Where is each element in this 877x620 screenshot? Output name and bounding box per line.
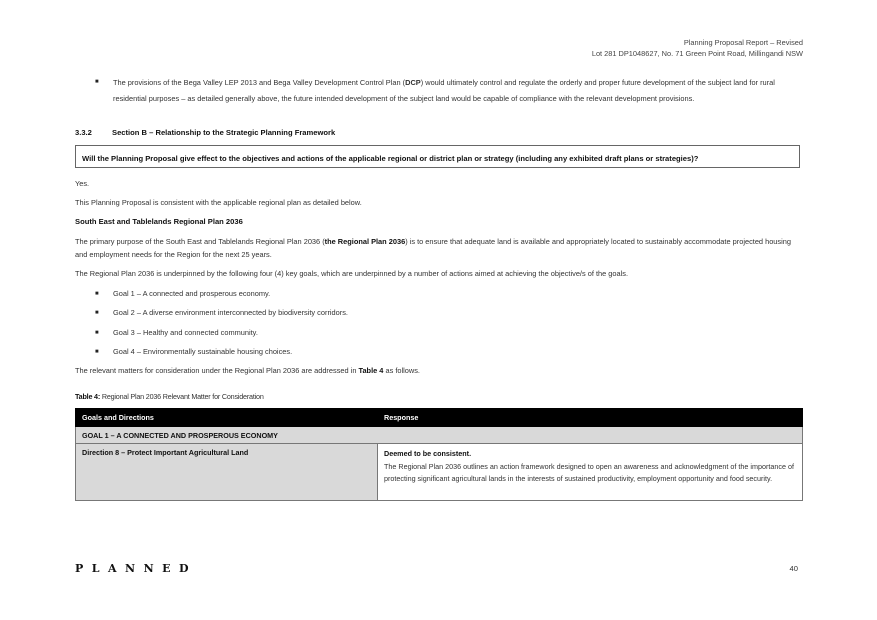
square-bullet-icon: ■ bbox=[95, 310, 99, 317]
provisions-bullet-list bbox=[75, 75, 800, 106]
answer-text: Yes. bbox=[75, 179, 90, 188]
header-title: Planning Proposal Report – Revised bbox=[683, 38, 803, 47]
table-reference-paragraph bbox=[75, 366, 420, 375]
purpose-paragraph bbox=[75, 236, 800, 261]
section-title: Section B – Relationship to the Strategic Planning Framework bbox=[112, 128, 336, 137]
table-caption bbox=[75, 392, 264, 401]
bullet-text-pre: The provisions of the Bega Valley LEP 2013 and Bega Valley Development Control Plan ( bbox=[113, 78, 406, 87]
table-caption-text: Regional Plan 2036 Relevant Matter for Consideration bbox=[100, 392, 264, 401]
list-item bbox=[75, 75, 800, 106]
purpose-bold: the Regional Plan 2036 bbox=[324, 237, 406, 246]
list-item bbox=[75, 327, 775, 346]
goal-cell: GOAL 1 – A CONNECTED AND PROSPEROUS ECONOMY bbox=[76, 427, 803, 444]
section-heading bbox=[75, 128, 335, 137]
square-bullet-icon: ■ bbox=[95, 329, 99, 336]
relevant-bold: Table 4 bbox=[358, 366, 384, 375]
plan-heading: South East and Tablelands Regional Plan 2036 bbox=[75, 217, 243, 226]
page-header bbox=[592, 38, 803, 59]
goal-text: Goal 1 – A connected and prosperous economy. bbox=[113, 289, 271, 298]
direction-cell: Direction 8 – Protect Important Agricultural Land bbox=[76, 444, 378, 501]
planned-logo: PLANNED bbox=[75, 562, 198, 575]
goals-list bbox=[75, 288, 775, 365]
table-row bbox=[76, 427, 803, 444]
response-text: The Regional Plan 2036 outlines an action framework designed to open an awareness and acknowledgment of the importance of protecting significant agricultural lands in the interests of sustained productivity, employment opportunity and food security. bbox=[384, 462, 794, 484]
goals-intro-paragraph: The Regional Plan 2036 is underpinned by the following four (4) key goals, which are underpinned by a number of actions aimed at achieving the objective/s of the goals. bbox=[75, 269, 628, 278]
goal-text: Goal 2 – A diverse environment interconnected by biodiversity corridors. bbox=[113, 308, 348, 318]
section-number: 3.3.2 bbox=[75, 128, 92, 137]
relevant-post: as follows. bbox=[383, 366, 420, 375]
response-cell bbox=[378, 444, 803, 501]
purpose-pre: The primary purpose of the South East and Tablelands Regional Plan 2036 ( bbox=[75, 237, 325, 246]
column-header: Response bbox=[378, 409, 803, 427]
bullet-text-post: ) would ultimately control and regulate the orderly and proper future development of the subject land for rural residential purposes – as detailed generally above, the future intended development of the subject land would be capable of compliance with the relevant development provisions. bbox=[113, 78, 775, 103]
consistency-paragraph: This Planning Proposal is consistent with the applicable regional plan as detailed below. bbox=[75, 198, 362, 207]
page-number: 40 bbox=[789, 564, 798, 573]
goal-text: Goal 3 – Healthy and connected community. bbox=[113, 327, 258, 337]
square-bullet-icon: ■ bbox=[95, 79, 99, 85]
bullet-text-bold: DCP bbox=[405, 78, 421, 87]
relevant-pre: The relevant matters for consideration under the Regional Plan 2036 are addressed in bbox=[75, 366, 359, 375]
purpose-post: ) is to ensure that adequate land is available and appropriately located to sustainably accommodate projected housing and employment needs for the Region for the next 25 years. bbox=[75, 237, 791, 259]
response-heading: Deemed to be consistent. bbox=[384, 449, 472, 458]
column-header: Goals and Directions bbox=[76, 409, 378, 427]
table-caption-label: Table 4: bbox=[75, 392, 101, 401]
question-box: Will the Planning Proposal give effect to the objectives and actions of the applicable regional or district plan or strategy (including any exhibited draft plans or strategies)? bbox=[75, 145, 800, 168]
table-header-row bbox=[76, 409, 803, 427]
regional-plan-table bbox=[75, 408, 803, 501]
header-address: Lot 281 DP1048627, No. 71 Green Point Road, Millingandi NSW bbox=[591, 48, 803, 58]
list-item bbox=[75, 346, 775, 365]
square-bullet-icon: ■ bbox=[95, 291, 99, 297]
table-row bbox=[76, 444, 803, 501]
goal-text: Goal 4 – Environmentally sustainable housing choices. bbox=[113, 346, 293, 356]
square-bullet-icon: ■ bbox=[95, 348, 99, 355]
list-item bbox=[75, 288, 775, 307]
list-item bbox=[75, 307, 775, 326]
